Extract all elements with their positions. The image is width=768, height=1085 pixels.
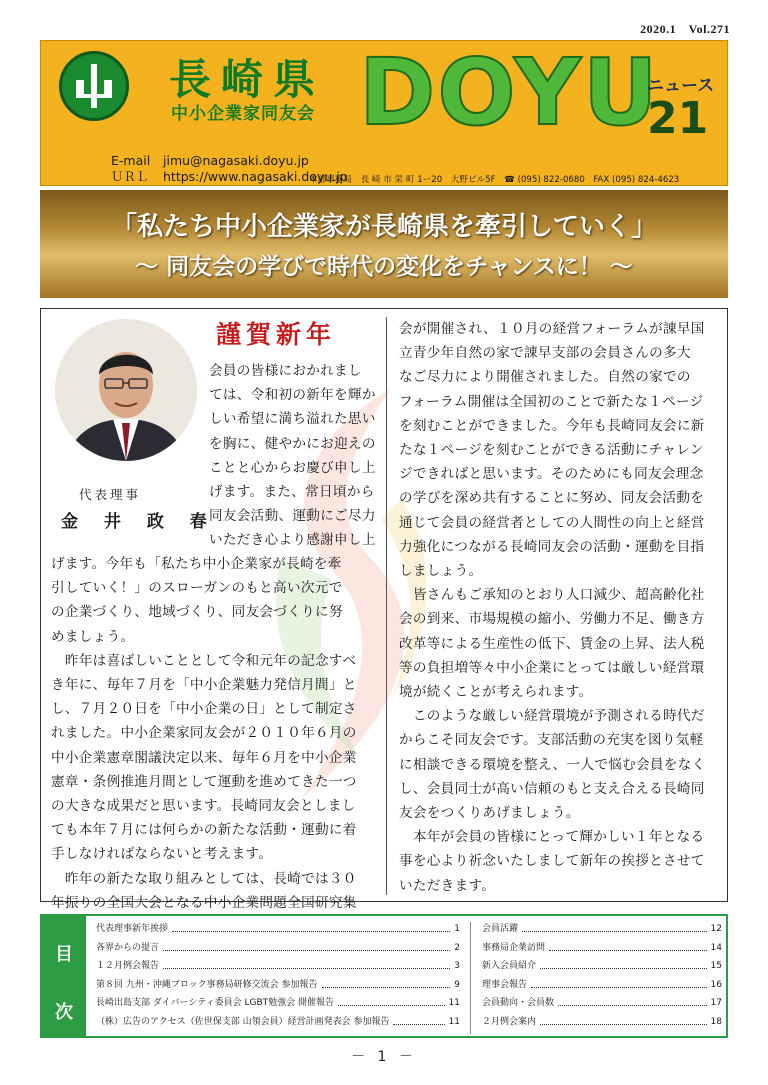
article-text-line: いただき心より感謝申し上 <box>209 532 376 549</box>
column-divider <box>386 317 387 895</box>
toc-entry-page: 3 <box>454 961 460 971</box>
article-text-line: の大きな成果だと思います。長崎同友会としまし <box>51 798 356 814</box>
article-text-line: し、会員同士が高い信頼のもと支え合える長崎同 <box>399 780 705 797</box>
toc-entry-title: 新入会員紹介 <box>482 961 537 971</box>
toc-entry[interactable] <box>96 976 460 994</box>
toc-entry-title: 長崎出島支部 ダイバーシティ委員会 LGBT勉強会 開催報告 <box>96 998 334 1008</box>
toc-leader-dots <box>540 1013 707 1025</box>
portrait-photo <box>55 319 197 461</box>
new-year-article <box>40 308 728 911</box>
toc-leader-dots <box>163 957 450 969</box>
url-link[interactable]: https://www.nagasaki.doyu.jp <box>163 169 348 184</box>
issue-number: 2020.1 Vol.271 <box>640 22 730 36</box>
toc-entry-page: 11 <box>448 1016 460 1027</box>
article-text-line: ジできればと思います。そのためにも同友会理念 <box>399 466 704 483</box>
toc-entry-page: 14 <box>710 942 722 953</box>
article-text-line: 本年が会員の皆様にとって輝かしい１年となる <box>399 829 705 846</box>
article-text-line: からこそ同友会です。支部活動の充実を図り気軽 <box>399 732 704 749</box>
article-text-line: 境が続くことが考えられます。 <box>399 684 593 700</box>
article-text-line: 会の到来、市場規模の縮小、労働力不足、働き方 <box>399 611 705 628</box>
toc-entry-page: 18 <box>710 1016 722 1027</box>
article-text-line: 同友会活動、運動にご尽力 <box>209 508 376 525</box>
toc-entry[interactable] <box>96 957 460 975</box>
org-subtitle: 中小企業家同友会 <box>171 104 315 124</box>
toc-leader-dots <box>522 920 707 932</box>
toc-entry-title: 会員活躍 <box>482 924 519 934</box>
article-text-line: たな１ページを刻むことができる活動にチャレン <box>399 442 704 458</box>
article-text-line: 等の負担増等々中小企業にとっては厳しい経営環 <box>399 659 705 676</box>
url-label: ＵＲＬ <box>111 169 149 184</box>
article-text-line: し、７月２０日を「中小企業の日」として制定さ <box>51 701 357 718</box>
article-text-line: 中小企業憲章閣議決定以来、毎年６月を中小企業 <box>51 749 357 766</box>
toc-entry[interactable] <box>96 939 460 957</box>
toc-entry[interactable] <box>96 920 460 938</box>
toc-entry-title: 第８回 九州・沖縄ブロック事務局研修交流会 参加報告 <box>96 979 318 990</box>
article-text-line: 昨年の新たな取り組みとしては、長崎では３０ <box>51 870 357 887</box>
toc-leader-dots <box>338 994 445 1006</box>
article-text-line: 会が開催され、１０月の経営フォーラムが諌早国 <box>399 321 705 337</box>
toc-leader-dots <box>558 994 707 1006</box>
article-text-line: しましょう。 <box>399 563 483 579</box>
office-address: 本部事務局 長 崎 市 栄 町 1ー20 大野ビル5F ☎ (095) 822-0680 FAX (095) 824-4623 <box>309 175 680 185</box>
toc-entry[interactable] <box>482 994 722 1012</box>
toc-entry-title: 事務局企業訪問 <box>482 942 546 953</box>
article-text-line: 皆さんもご承知のとおり人口減少、超高齢化社 <box>399 587 705 604</box>
toc-entry-page: 9 <box>454 979 460 990</box>
toc-entry[interactable] <box>482 939 722 957</box>
author-role: 代表理事 <box>79 487 142 502</box>
article-text-line: 引していく！」のスローガンのもと高い次元で <box>51 580 343 597</box>
toc-entry[interactable] <box>482 920 722 938</box>
article-text-line: めましょう。 <box>51 628 135 645</box>
toc-entry-page: 12 <box>710 924 722 934</box>
toc-label <box>42 916 86 1036</box>
toc-entry-page: 11 <box>448 998 460 1008</box>
article-text-line: 年振りの全国大会となる中小企業問題全国研究集 <box>51 894 357 911</box>
toc-entry[interactable] <box>482 976 722 994</box>
article-text-line: 事を心より祈念いたしまして新年の挨拶とさせて <box>399 853 705 870</box>
news-label: ニュース <box>647 76 715 96</box>
toc-entry-title: １２月例会報告 <box>96 961 160 971</box>
toc-entry-page: 2 <box>454 942 460 953</box>
article-text-line: ことと心からお慶び申し上 <box>209 459 376 476</box>
toc-entry[interactable] <box>482 957 722 975</box>
email-label: E-mail <box>111 153 151 168</box>
doyu-wordmark: DOYU <box>359 39 660 146</box>
toc-entry-page: 17 <box>710 998 722 1008</box>
toc-entry-title: ２月例会案内 <box>482 1016 537 1027</box>
article-text-line: ては、令和初の新年を輝か <box>209 387 376 404</box>
toc-leader-dots <box>549 939 707 951</box>
table-of-contents <box>40 914 728 1038</box>
headline-sub: 〜 同友会の学びで時代の変化をチャンスに！ 〜 <box>135 254 633 280</box>
article-text-line: き年に、毎年７月を「中小企業魅力発信月間」と <box>51 677 357 693</box>
article-text-line: 力強化につながる長崎同友会の活動・運動を目指 <box>399 538 705 555</box>
toc-entry-title: 会員動向・会員数 <box>482 998 555 1008</box>
article-text-line: 友会をつくりあげましょう。 <box>399 805 580 821</box>
email-link[interactable]: jimu@nagasaki.doyu.jp <box>163 153 309 168</box>
article-text-line: に相談できる環境を整え、一人で悩む会員をなく <box>399 756 706 773</box>
article-text-line: このような厳しい経営環境が予測される時代だ <box>399 708 705 725</box>
toc-entry[interactable] <box>96 994 460 1012</box>
article-text-line: を刻むことができました。今年も長崎同友会に新 <box>399 417 705 434</box>
toc-entry-title: 各界からの提言 <box>96 942 160 953</box>
toc-leader-dots <box>393 1013 444 1025</box>
article-text-line: を胸に、健やかにお迎えの <box>209 435 376 452</box>
article-text-line: げます。今年も「私たち中小企業家が長崎を牽 <box>51 556 342 572</box>
toc-label-char: 次 <box>55 1002 73 1023</box>
article-text-line: なご尽力により開催されました。自然の家での <box>399 369 691 386</box>
article-text-line: 立青少年自然の家で諌早支部の会員さんの多大 <box>399 345 691 362</box>
article-text-line: 昨年は喜ばしいこととして令和元年の記念すべ <box>51 652 357 669</box>
article-text-line: しい希望に満ち溢れた思い <box>209 411 376 428</box>
headline-banner <box>40 190 728 298</box>
toc-leader-dots <box>172 920 450 932</box>
article-text-line: げます。また、常日頃から <box>209 484 375 500</box>
article-text-line: フォーラム開催は全国初のことで新たな１ページ <box>399 393 704 410</box>
doyu-logo-icon <box>59 51 129 121</box>
news-number: 21 <box>647 93 709 144</box>
toc-entry[interactable] <box>96 1013 460 1031</box>
article-text-line: の学びを深め共有することに努め、同友会活動を <box>399 490 705 507</box>
toc-label-char: 目 <box>55 944 73 965</box>
org-title: 長崎県 <box>169 55 326 104</box>
toc-leader-dots <box>540 957 707 969</box>
toc-entry-page: 1 <box>454 924 460 934</box>
toc-leader-dots <box>322 976 451 988</box>
author-name: 金 井 政 春 <box>61 512 217 532</box>
page-number: － 1 － <box>351 1049 417 1065</box>
article-text-line: 憲章・条例推進月間として運動を進めてきた一つ <box>51 773 357 790</box>
article-text-line: れました。中小企業家同友会が２０１０年６月の <box>51 725 357 742</box>
greeting-heading: 謹賀新年 <box>216 320 337 349</box>
article-text-line: いただきます。 <box>399 877 496 894</box>
toc-leader-dots <box>531 976 707 988</box>
toc-entry-title: 理事会報告 <box>482 979 528 990</box>
article-text-line: ても本年７月には何らかの新たな活動・運動に着 <box>51 822 357 839</box>
article-text-line: 通じて会員の経営者としての人間性の向上と経営 <box>399 514 705 531</box>
article-text-line: 改革等による生産性の低下、賃金の上昇、法人税 <box>399 635 705 652</box>
masthead <box>40 40 728 186</box>
toc-leader-dots <box>163 939 450 951</box>
toc-entry-page: 15 <box>710 961 722 971</box>
article-text-line: 会員の皆様におかれまし <box>209 363 362 379</box>
headline-main: 「私たち中小企業家が長崎県を牽引していく」 <box>110 212 657 242</box>
toc-entry-title: 代表理事新年挨拶 <box>96 924 169 934</box>
article-text-line: 手しなければならないと考えます。 <box>51 846 273 863</box>
toc-entry-title: （株）広告のアクセス（佐世保支部 山領会員）経営計画発表会 参加報告 <box>96 1016 390 1027</box>
toc-divider <box>470 922 471 1034</box>
toc-entry-page: 16 <box>710 979 722 990</box>
toc-entry[interactable] <box>482 1013 722 1031</box>
article-text-line: の企業づくり、地域づくり、同友会づくりに努 <box>51 604 343 621</box>
